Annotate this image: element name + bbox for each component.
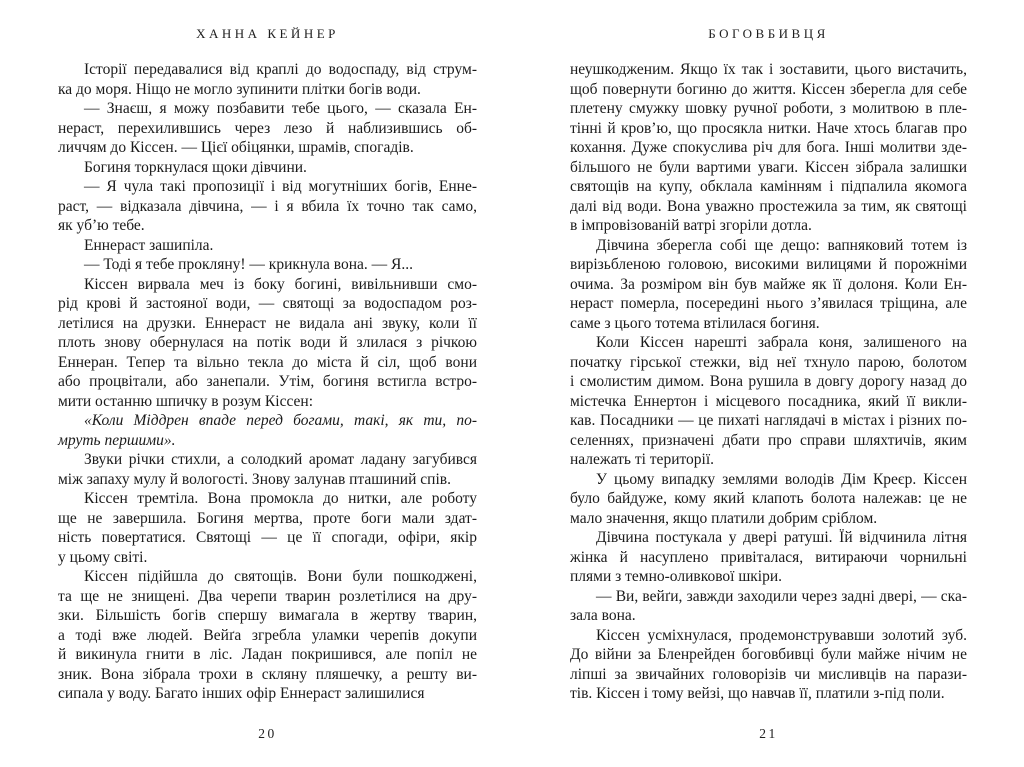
paragraph — [570, 528, 967, 587]
text-line: Кіссен вирвала меч із боку богині, вивільнивши смо- — [84, 275, 477, 293]
text-line: і смолистим димом. Вона рушила в довгу дорогу назад до — [570, 373, 967, 390]
text-line: Богиня торкнулася щоки дівчини. — [84, 158, 307, 176]
text-line: ка до моря. Ніщо не могло зупинити плітки богів води. — [58, 80, 421, 98]
text-line: було байдуже, кому який клапоть болота належав: це не — [570, 490, 967, 507]
text-line: щоб повернути богиню до життя. Кіссен зберегла для себе — [570, 80, 967, 98]
text-line: мало значення, якщо платили добрим сріблом. — [570, 509, 878, 527]
text-line: та ще не знищені. Два черепи тварин розлетілися на дру- — [58, 587, 477, 605]
text-line: мити останню шпичку в розум Кіссен: — [58, 392, 314, 410]
paragraph — [570, 587, 967, 626]
text-line: очима. За розміром він був майже як її долоня. Коли Ен- — [570, 275, 967, 293]
paragraph — [58, 99, 477, 158]
text-line: святощів на купу, обклала камінням і підпалила якомога — [570, 178, 967, 195]
running-header-author: ХАННА КЕЙНЕР — [196, 26, 339, 41]
text-line: у цьому світі. — [58, 548, 148, 566]
text-line: Звуки річки стихли, а солодкий аромат ладану загубився — [84, 451, 477, 468]
text-line: зки. Більшість богів спершу вимагала в жертву тварин, — [58, 607, 477, 624]
paragraph — [58, 489, 477, 567]
text-line: вирізьбленою головою, високими вилицями й порожніми — [570, 256, 967, 273]
text-line: мруть першими». — [58, 431, 176, 449]
text-line: Коли Кіссен нарешті забрала коня, залишеного на — [596, 334, 967, 351]
text-line: в імпровізованій ватрі згоріли дотла. — [570, 217, 812, 234]
text-line: зник. Вона зібрала трохи в скляну пляшечку, а решту ви- — [58, 665, 477, 683]
text-line: а тоді вже людей. Вейґа згребла уламки черепів докупи — [58, 626, 477, 644]
text-line: саме з цього тотема втілилася богиня. — [570, 314, 820, 332]
text-line: Еннеран. Тепер та вільно текла до міста й сіл, щоб вони — [58, 353, 477, 371]
text-line: До війни за Бленрейден боговбивці були майже нічим не — [570, 646, 967, 663]
text-line: У цьому випадку землями володів Дім Креєр. Кіссен — [596, 470, 967, 488]
paragraph — [58, 567, 477, 704]
text-line: Історії передавалися від краплі до водоспаду, від струм- — [84, 61, 477, 78]
text-line: нераст, перехилившись через лезо й наблизившись об- — [58, 119, 477, 137]
text-line: кав. Посадники — це пихаті наглядачі в містах і різних по- — [570, 412, 967, 429]
text-line: личчям до Кіссен. — Цієї обіцянки, шрамів, спогадів. — [58, 139, 414, 156]
text-line: більшого не були вартими уваги. Кіссен зібрала залишки — [570, 158, 967, 176]
page-left — [58, 0, 477, 767]
text-line: належать ті території. — [570, 451, 715, 468]
text-line: й викинула гнити в ліс. Ладан покришився, але попіл не — [58, 646, 477, 663]
text-line: раст, — відказала дівчина, — і я вбила їх точно так само, — [58, 197, 477, 215]
text-line: далі від води. Вона уважно простежила за тим, як святощі — [570, 197, 967, 215]
text-line: плоть знову обернулася на потік води й злилася з річкою — [58, 334, 477, 351]
paragraph — [58, 255, 477, 275]
paragraph — [58, 60, 477, 99]
paragraph — [570, 60, 967, 236]
text-line: між запаху мулу й вологості. Знову залунав пташиний спів. — [58, 470, 451, 488]
text-line: неушкодженим. Якщо їх так і зоставити, цього вистачить, — [570, 61, 967, 78]
text-line: сипала у воду. Багато інших офір Еннераст залишилися — [58, 685, 425, 702]
paragraph — [570, 626, 967, 704]
text-line: Кіссен підійшла до святощів. Вони були пошкоджені, — [84, 568, 477, 585]
page-body-left — [58, 60, 477, 704]
text-line: містечка Еннертон і місцевого посадника, який її викли- — [570, 392, 967, 410]
text-line: початку гірської стежки, від неї тхнуло парою, болотом — [570, 353, 967, 371]
page-number-left: 20 — [258, 726, 277, 741]
text-line: рід крові й застояної води, — святощі за водоспадом роз- — [58, 295, 477, 312]
text-line: тів. Кіссен і тому вейзі, що навчав її, платили з-під поли. — [570, 685, 945, 702]
paragraph — [58, 275, 477, 412]
paragraph — [58, 177, 477, 236]
text-line: плетену смужку шовку ручної роботи, з молитвою в пле- — [570, 100, 967, 117]
page-number-right: 21 — [759, 726, 778, 741]
text-line: Кіссен тремтіла. Вона промокла до нитки, але роботу — [84, 490, 477, 507]
text-line: Дівчина постукала у двері ратуші. Їй відчинила літня — [596, 529, 967, 546]
text-line: зала вона. — [570, 607, 636, 624]
text-line: ність повертатися. Святощі — це її спогади, офіри, якір — [58, 529, 477, 546]
paragraph — [570, 333, 967, 470]
paragraph — [58, 236, 477, 256]
text-line: селеннях, призначені дбати про справи шляхтичів, яким — [570, 431, 967, 449]
text-line: кохання. Дуже спокуслива річ для бога. Інші молитви зде- — [570, 139, 967, 156]
text-line: або процвітали, або занепали. Утім, богиня встигла встро- — [58, 373, 477, 390]
paragraph — [570, 236, 967, 334]
paragraph — [58, 158, 477, 178]
text-line: як уб’ю тебе. — [58, 217, 145, 234]
text-line: Еннераст зашипіла. — [84, 236, 214, 254]
text-line: нераст померла, посередині нього з’явилася тріщина, але — [570, 295, 967, 312]
text-line: — Ви, вейґи, завжди заходили через задні двері, — ска- — [596, 587, 967, 605]
text-line: — Знаєш, я можу позбавити тебе цього, — сказала Ен- — [84, 100, 477, 117]
paragraph — [570, 470, 967, 529]
text-line: Кіссен усміхнулася, продемонструвавши золотий зуб. — [596, 626, 967, 644]
running-header-title: БОГОВБИВЦЯ — [708, 26, 829, 41]
text-line: плями з темно-оливкової шкіри. — [570, 568, 783, 585]
text-line: Дівчина зберегла собі ще дещо: вапняковий тотем із — [596, 236, 967, 254]
text-line: жінка й насуплено привіталася, витираючи чорнильні — [570, 548, 967, 566]
text-line: летілися на друзки. Еннераст не видала ані звуку, коли її — [58, 314, 477, 332]
text-line: ще не завершила. Богиня мертва, проте боги мали здат- — [58, 509, 477, 527]
text-line: — Тоді я тебе прокляну! — крикнула вона. — Я... — [84, 256, 413, 273]
text-line: «Коли Міддрен впаде перед богами, такі, як ти, по- — [84, 412, 477, 429]
paragraph — [58, 450, 477, 489]
text-line: — Я чула такі пропозиції і від могутніших богів, Енне- — [84, 178, 477, 195]
page-body-right — [570, 60, 967, 704]
text-line: тінні й кров’ю, що просякла нитки. Наче хтось благав про — [570, 119, 967, 137]
page-right — [570, 0, 967, 767]
paragraph — [58, 411, 477, 450]
text-line: ліпші за звичайних головорізів чи мисливців на парази- — [570, 665, 967, 683]
